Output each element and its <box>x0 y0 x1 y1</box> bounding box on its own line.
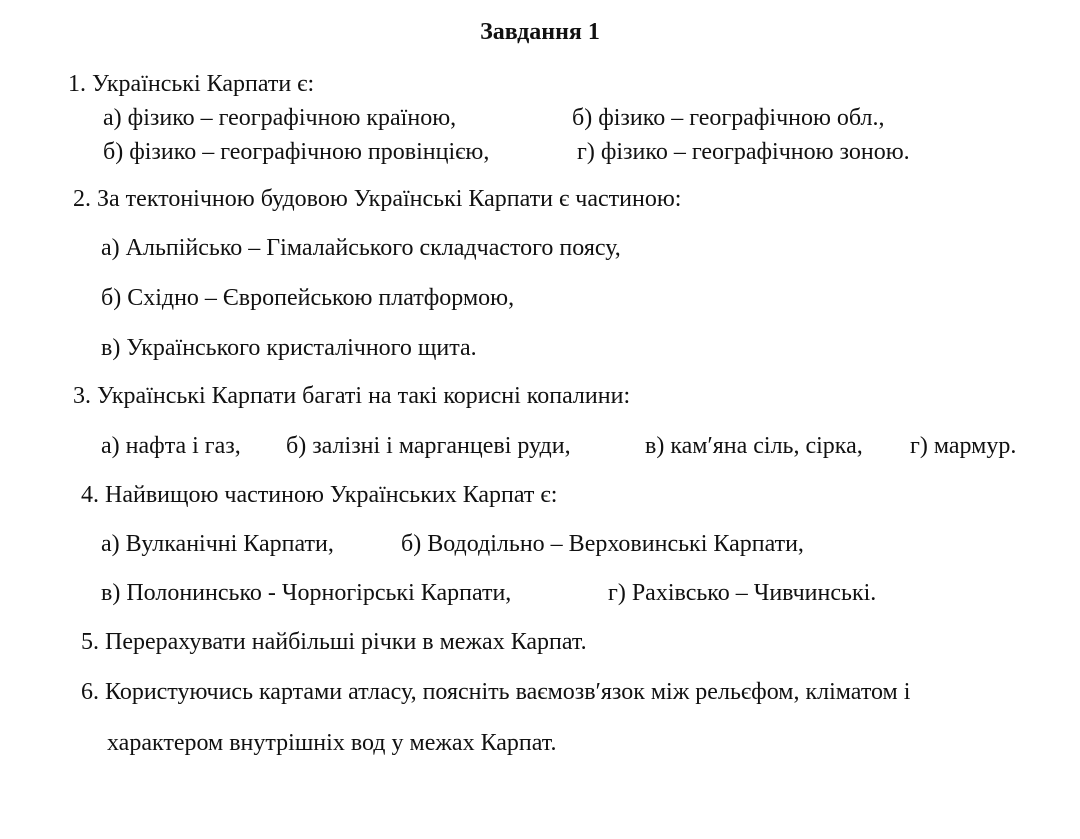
question-1-option-b-1: б) фізико – географічною обл., <box>572 105 885 131</box>
question-6-line-1: 6. Користуючись картами атласу, поясніть ваємозв′язок між рельєфом, кліматом і <box>81 679 911 705</box>
question-4-option-b: б) Вододільно – Верховинські Карпати, <box>401 531 804 557</box>
question-2-text: 2. За тектонічною будовою Українські Карпати є частиною: <box>73 186 682 212</box>
question-4-text: 4. Найвищою частиною Українських Карпат є: <box>81 482 558 508</box>
question-1-text: 1. Українські Карпати є: <box>68 71 315 97</box>
question-3-option-v: в) кам′яна сіль, сірка, <box>645 433 863 459</box>
question-3-text: 3. Українські Карпати багаті на такі корисні копалини: <box>73 383 631 409</box>
question-4-option-g: г) Рахівсько – Чивчинські. <box>608 580 877 606</box>
question-1-option-g: г) фізико – географічною зоною. <box>577 139 910 165</box>
question-1-option-a: а) фізико – географічною країною, <box>103 105 457 131</box>
question-4-option-v: в) Полонинсько - Чорногірські Карпати, <box>101 580 512 606</box>
question-2-option-v: в) Українського кристалічного щита. <box>101 335 477 361</box>
question-3-option-g: г) мармур. <box>910 433 1017 459</box>
question-5-text: 5. Перерахувати найбільші річки в межах Карпат. <box>81 629 587 655</box>
question-2-option-a: а) Альпійсько – Гімалайського складчастого поясу, <box>101 235 621 261</box>
question-3-option-b: б) залізні і марганцеві руди, <box>286 433 571 459</box>
question-2-option-b: б) Східно – Європейською платформою, <box>101 285 515 311</box>
question-4-option-a: а) Вулканічні Карпати, <box>101 531 334 557</box>
page-title: Завдання 1 <box>480 19 600 45</box>
question-1-option-b-2: б) фізико – географічною провінцією, <box>103 139 490 165</box>
question-3-option-a: а) нафта і газ, <box>101 433 241 459</box>
question-6-line-2: характером внутрішніх вод у межах Карпат. <box>107 730 557 756</box>
